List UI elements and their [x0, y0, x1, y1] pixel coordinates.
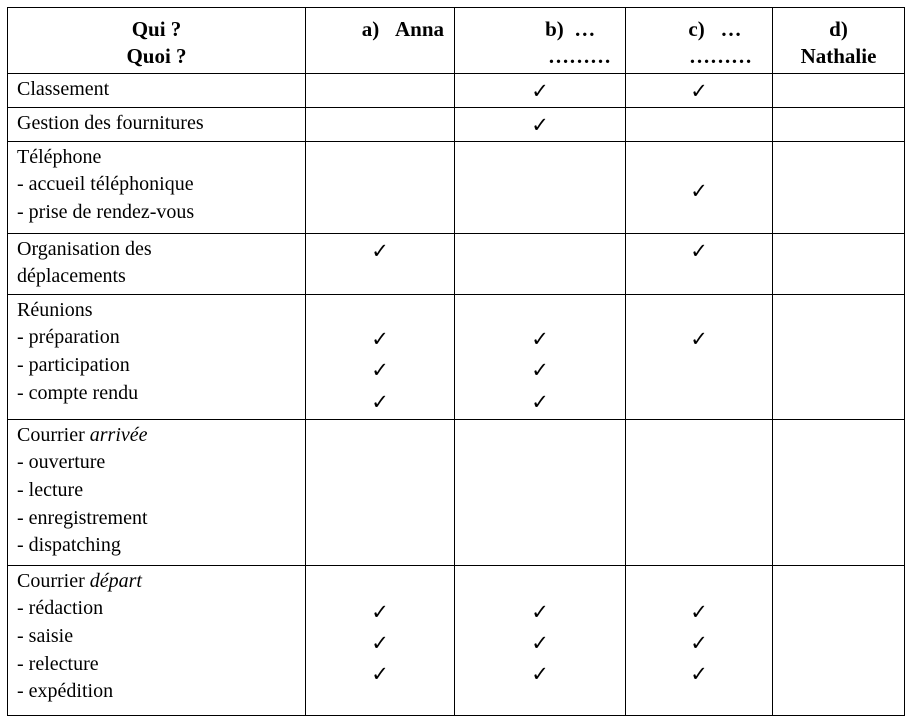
- cell-depart-b: [455, 565, 626, 715]
- header-col-b: [455, 8, 626, 74]
- row-label-fournitures: Gestion des fournitures: [8, 108, 306, 142]
- cell-fournitures-d: [773, 108, 905, 142]
- cell-telephone-a: [306, 141, 455, 233]
- cell-reunions-d: [773, 294, 905, 419]
- check-mark: ✓: [531, 79, 549, 103]
- cell-deplacements-d: [773, 233, 905, 294]
- row-label-deplacements: Organisation des déplacements: [8, 233, 306, 294]
- cell-telephone-d: [773, 141, 905, 233]
- task-table: [7, 7, 905, 716]
- check-mark: ✓: [690, 326, 708, 351]
- check-mark: ✓: [690, 178, 708, 203]
- table-row: [8, 108, 905, 142]
- check-mark: ✓: [531, 599, 549, 624]
- cell-classement-c: [626, 74, 773, 108]
- cell-arrivee-a: [306, 419, 455, 565]
- check-mark: ✓: [371, 357, 389, 382]
- cell-reunions-a: [306, 294, 455, 419]
- cell-depart-c: [626, 565, 773, 715]
- header-col-a: [306, 8, 455, 74]
- cell-deplacements-c: [626, 233, 773, 294]
- check-mark: ✓: [371, 661, 389, 686]
- cell-telephone-b: [455, 141, 626, 233]
- header-col-c: [626, 8, 773, 74]
- table-row: [8, 419, 905, 565]
- header-col-a-name: Anna: [394, 17, 444, 41]
- header-qui: Qui ?: [131, 17, 182, 41]
- header-col-c-dots1: …: [720, 17, 742, 41]
- cell-fournitures-c: [626, 108, 773, 142]
- cell-depart-a: [306, 565, 455, 715]
- check-mark: ✓: [371, 238, 389, 263]
- table-row: [8, 565, 905, 715]
- cell-reunions-c: [626, 294, 773, 419]
- check-mark: ✓: [531, 661, 549, 686]
- header-col-b-letter: b): [545, 17, 564, 41]
- check-mark: ✓: [531, 326, 549, 351]
- check-mark: ✓: [690, 630, 708, 655]
- cell-deplacements-a: [306, 233, 455, 294]
- row-label-courrier-depart: Courrier départ - rédaction - saisie - relecture - expédition: [8, 565, 306, 715]
- check-mark: ✓: [531, 630, 549, 655]
- check-mark: ✓: [371, 599, 389, 624]
- row-label-courrier-arrivee: Courrier arrivée - ouverture - lecture - enregistrement - dispatching: [8, 419, 306, 565]
- table-row: [8, 141, 905, 233]
- check-mark: ✓: [690, 238, 708, 263]
- cell-fournitures-b: [455, 108, 626, 142]
- cell-fournitures-a: [306, 108, 455, 142]
- check-mark: ✓: [531, 357, 549, 382]
- check-mark: ✓: [690, 79, 708, 103]
- cell-arrivee-d: [773, 419, 905, 565]
- check-mark: ✓: [531, 113, 549, 137]
- row-label-reunions: Réunions - préparation - participation - compte rendu: [8, 294, 306, 419]
- header-col-a-letter: a): [361, 17, 380, 41]
- header-row: [8, 8, 905, 74]
- cell-classement-a: [306, 74, 455, 108]
- check-mark: ✓: [371, 389, 389, 414]
- table-row: [8, 294, 905, 419]
- cell-deplacements-b: [455, 233, 626, 294]
- header-col-c-dots2: ………: [689, 44, 752, 68]
- cell-arrivee-c: [626, 419, 773, 565]
- check-mark: ✓: [371, 326, 389, 351]
- header-col-b-dots1: …: [574, 17, 596, 41]
- check-mark: ✓: [690, 661, 708, 686]
- row-label-telephone: Téléphone - accueil téléphonique - prise de rendez-vous: [8, 141, 306, 233]
- cell-telephone-c: [626, 141, 773, 233]
- header-col-d-name: Nathalie: [800, 44, 877, 68]
- header-col-b-dots2: ………: [548, 44, 611, 68]
- table-row: [8, 233, 905, 294]
- header-quoi: Quoi ?: [126, 44, 187, 68]
- check-mark: ✓: [690, 599, 708, 624]
- row-label-classement: Classement: [8, 74, 306, 108]
- cell-arrivee-b: [455, 419, 626, 565]
- header-qui-quoi: [8, 8, 306, 74]
- cell-classement-d: [773, 74, 905, 108]
- header-col-d-letter: d): [829, 17, 848, 41]
- cell-classement-b: [455, 74, 626, 108]
- table-row: [8, 74, 905, 108]
- cell-reunions-b: [455, 294, 626, 419]
- header-col-d: [773, 8, 905, 74]
- check-mark: ✓: [371, 630, 389, 655]
- check-mark: ✓: [531, 389, 549, 414]
- cell-depart-d: [773, 565, 905, 715]
- header-col-c-letter: c): [688, 17, 705, 41]
